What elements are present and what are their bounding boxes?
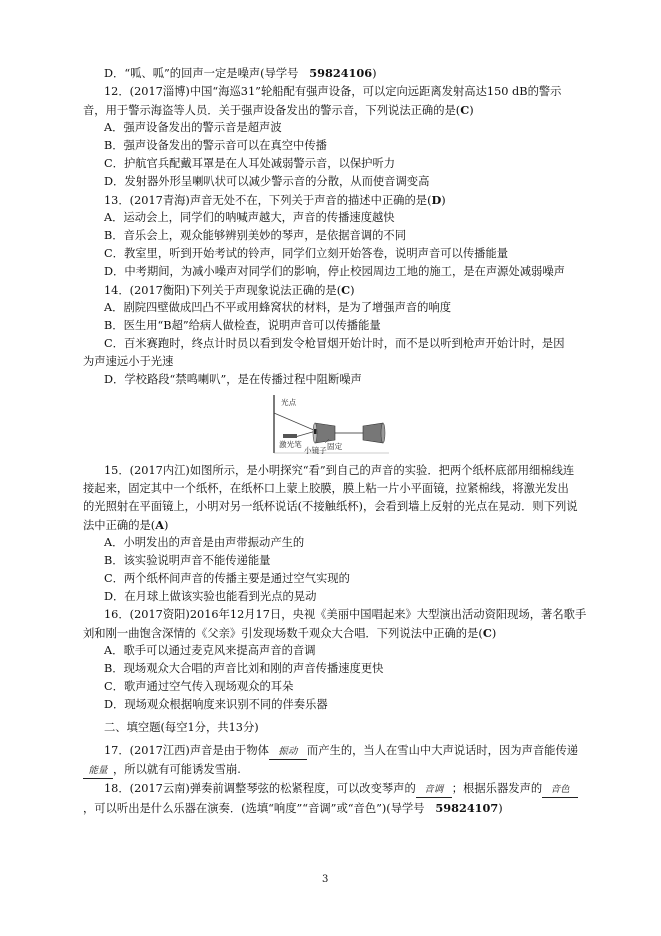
q14-answer: C: [341, 283, 351, 297]
light-spot-label: 光点: [281, 398, 297, 407]
sound-experiment-figure: [271, 393, 391, 455]
q12-stem-2: 音，用于警示海盗等人员．关于强声设备发出的警示音，下列说法正确的是(C): [83, 103, 474, 117]
q15-stem-2: 接起来，固定其中一个纸杯，在纸杯口上蒙上胶膜，膜上粘一片小平面镜，拉紧棉线，将激光发出: [83, 482, 569, 495]
q18-blank-2: 音色: [542, 782, 578, 798]
page-number: 3: [322, 874, 329, 885]
q15-option-a: A．小明发出的声音是由声带振动产生的: [104, 536, 305, 549]
q17-line-1: 17．(2017江西)声音是由于物体 振动 而产生的，当人在雪山中大声说话时，因为声音能传递: [104, 744, 578, 760]
q17-blank-1: 振动: [269, 744, 307, 760]
q15-option-d: D．在月球上做该实验也能看到光点的晃动: [104, 590, 317, 603]
section-heading: 二、填空题(每空1分，共13分): [104, 721, 259, 734]
q16-stem-2: 刘和刚一曲饱含深情的《父亲》引发现场数千观众大合唱．下列说法中正确的是(C): [83, 626, 497, 640]
q14-stem: 14．(2017衡阳)下列关于声现象说法正确的是(C): [104, 283, 355, 297]
fixed-label: 固定: [327, 442, 343, 451]
q13-option-b: B．音乐会上，观众能够辨别美妙的琴声，是依据音调的不同: [104, 229, 407, 242]
q16-stem-1: 16．(2017资阳)2016年12月17日，央视《美丽中国唱起来》大型演出活动资阳现场，著名歌手: [104, 608, 587, 621]
laser-pen-body: [283, 434, 297, 438]
q15-option-c: C．两个纸杯间声音的传播主要是通过空气实现的: [104, 572, 350, 585]
q15-stem-1: 15．(2017内江)如图所示，是小明探究“看”到自己的声音的实验．把两个纸杯底部用细棉线连: [104, 464, 575, 477]
q15-stem-3: 的光照射在平面镜上，小明对另一纸杯说话(不接触纸杯)，会看到墙上反射的光点在晃动．则下列说: [83, 500, 578, 513]
q14-option-d: D．学校路段“禁鸣喇叭”，是在传播过程中阻断噪声: [104, 373, 362, 386]
q12-answer: C: [460, 103, 470, 117]
q14-option-c: C．百米赛跑时，终点计时员以看到发令枪冒烟开始计时，而不是以听到枪声开始计时，是因: [104, 337, 565, 350]
paper-cup-fixed: [315, 423, 335, 443]
q13-option-d: D．中考期间，为减小噪声对同学们的影响，停止校园周边工地的施工，是在声源处减弱噪声: [104, 265, 565, 278]
q12-option-a: A．强声设备发出的警示音是超声波: [104, 121, 282, 134]
small-mirror: [314, 429, 316, 434]
q12-option-d: D．发射器外形呈喇叭状可以减少警示音的分散，从而使音调变高: [104, 175, 430, 188]
q14-option-b: B．医生用“B超”给病人做检查，说明声音可以传播能量: [104, 319, 381, 332]
q16-option-c: C．歌声通过空气传入现场观众的耳朵: [104, 680, 294, 693]
q18-line-2: ，可以听出是什么乐器在演奏．(选填“响度”“音调”或“音色”)(导学号 59824107): [83, 801, 503, 815]
q15-option-b: B．该实验说明声音不能传递能量: [104, 554, 271, 567]
q16-option-d: D．现场观众根据响度来识别不同的伴奏乐器: [104, 698, 328, 711]
q13-answer: D: [431, 193, 442, 207]
q13-option-a: A．运动会上，同学们的呐喊声越大，声音的传播速度越快: [104, 211, 395, 224]
q17-blank-2: 能量: [83, 763, 113, 779]
q17-line-2: 能量 ，所以就有可能诱发雪崩.: [83, 763, 241, 779]
q15-stem-4: 法中正确的是(A): [83, 518, 169, 532]
q14-option-a: A．剧院四壁做成凹凸不平或用蜂窝状的材料，是为了增强声音的响度: [104, 301, 452, 314]
q16-answer: C: [482, 626, 492, 640]
q12-stem-1: 12．(2017淄博)中国“海巡31”轮船配有强声设备，可以定向远距离发射高达150 dB的警示: [104, 85, 562, 98]
paper-cup-speaking: [363, 423, 383, 443]
mirror-label: 小镜子: [304, 446, 327, 455]
laser-pen-label: 激光笔: [279, 440, 302, 449]
q11-option-d: D．“呱、呱”的回声一定是噪声(导学号 59824106): [104, 66, 377, 80]
cup-opening: [381, 423, 385, 443]
q16-option-a: A．歌手可以通过麦克风来提高声音的音调: [104, 644, 316, 657]
q14-option-c-cont: 为声速远小于光速: [83, 355, 174, 368]
reflected-ray: [274, 413, 316, 431]
q18-line-1: 18．(2017云南)弹奏前调整琴弦的松紧程度，可以改变琴声的 音调 ；根据乐器发声的 音色: [104, 782, 578, 798]
q18-blank-1: 音调: [416, 782, 452, 798]
q13-option-c: C．教室里，听到开始考试的铃声，同学们立刻开始答卷，说明声音可以传播能量: [104, 247, 509, 260]
q12-option-b: B．强声设备发出的警示音可以在真空中传播: [104, 139, 327, 152]
q13-stem: 13．(2017青海)声音无处不在，下列关于声音的描述中正确的是(D): [104, 193, 446, 207]
q16-option-b: B．现场观众大合唱的声音比刘和刚的声音传播速度更快: [104, 662, 384, 675]
q15-answer: A: [155, 518, 164, 532]
q12-option-c: C．护航官兵配戴耳罩是在人耳处减弱警示音，以保护听力: [104, 157, 396, 170]
